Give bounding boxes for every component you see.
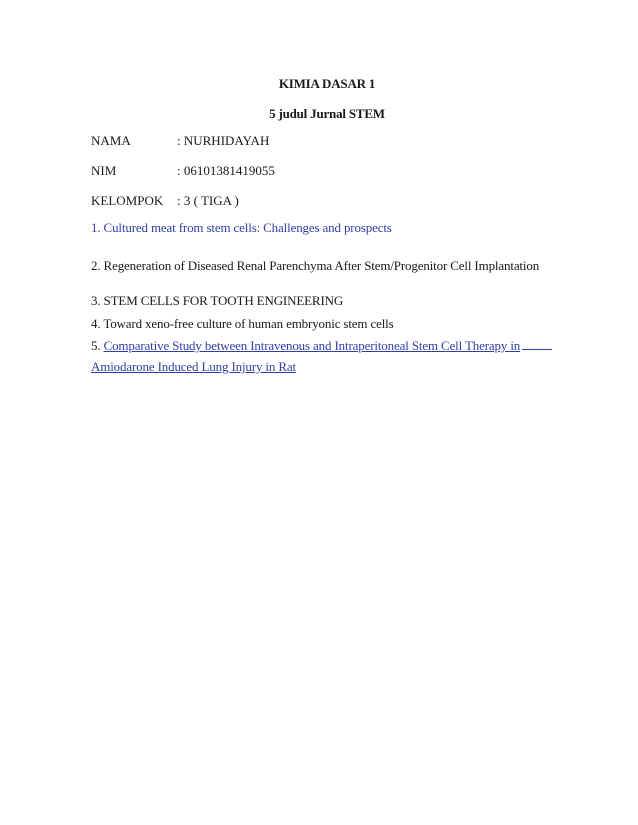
nim-value: : 06101381419055 — [177, 163, 275, 178]
document-title: KIMIA DASAR 1 — [278, 76, 376, 91]
document-subtitle: 5 judul Jurnal STEM — [269, 106, 385, 121]
journal-item-5-continued — [91, 358, 296, 376]
journal-item-5-link-continued[interactable]: Amiodarone Induced Lung Injury in Rat — [91, 359, 296, 374]
nama-value: : NURHIDAYAH — [177, 133, 270, 148]
journal-item-5-number: 5. — [91, 338, 104, 353]
journal-item-2: 2. Regeneration of Diseased Renal Parenchyma After Stem/Progenitor Cell Implantation — [91, 258, 540, 273]
nama-label: NAMA — [91, 133, 131, 148]
journal-item-5 — [91, 337, 552, 355]
journal-item-3: 3. STEM CELLS FOR TOOTH ENGINEERING — [91, 293, 344, 308]
journal-item-5-link[interactable]: Comparative Study between Intravenous and Intraperitoneal Stem Cell Therapy in — [103, 338, 521, 353]
link-underline-tail — [522, 337, 552, 350]
journal-item-1: 1. Cultured meat from stem cells: Challenges and prospects — [91, 220, 392, 235]
kelompok-value: : 3 ( TIGA ) — [177, 193, 239, 208]
kelompok-label: KELOMPOK — [91, 193, 164, 208]
nim-label: NIM — [91, 163, 117, 178]
journal-item-4: 4. Toward xeno-free culture of human embryonic stem cells — [91, 316, 394, 331]
